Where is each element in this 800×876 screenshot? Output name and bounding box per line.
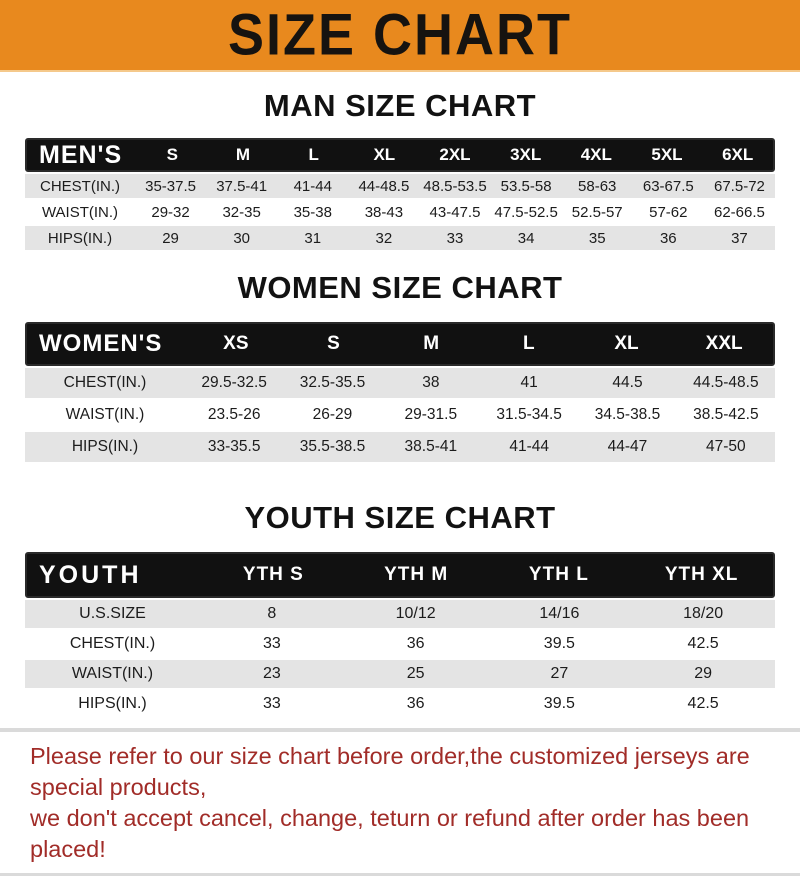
size-value-cell: 48.5-53.5	[423, 177, 487, 195]
size-column-header: S	[327, 333, 340, 354]
row-label: CHEST(IN.)	[40, 177, 120, 195]
size-column-header: S	[166, 145, 178, 164]
size-value-cell: 52.5-57	[571, 203, 623, 221]
size-value-cell: 29-31.5	[404, 406, 458, 423]
size-value-cell: 34	[517, 229, 535, 247]
row-label: CHEST(IN.)	[69, 635, 156, 652]
table-body	[25, 174, 775, 250]
page-title: SIZE CHART	[228, 2, 572, 68]
size-value-cell: 36	[659, 229, 677, 247]
size-value-cell: 58-63	[578, 177, 617, 195]
size-value-cell: 41-44	[509, 438, 549, 455]
size-value-cell: 36	[406, 635, 425, 652]
size-value-cell: 33-35.5	[207, 438, 261, 455]
size-column-header: XS	[223, 333, 249, 354]
size-value-cell: 39.5	[543, 695, 575, 712]
row-label: HIPS(IN.)	[78, 695, 147, 712]
table-corner-label: YOUTH	[39, 560, 142, 589]
size-value-cell: 67.5-72	[714, 177, 765, 195]
table-row	[25, 432, 775, 462]
size-value-cell: 36	[406, 695, 425, 712]
men-size-table	[25, 138, 775, 250]
size-column-header: YTH XL	[664, 564, 739, 585]
size-value-cell: 37	[731, 229, 748, 247]
size-value-cell: 63-67.5	[642, 177, 694, 195]
women-size-table	[25, 322, 775, 462]
size-value-cell: 42.5	[687, 695, 719, 712]
size-value-cell: 44.5-48.5	[693, 374, 759, 391]
size-value-cell: 47.5-52.5	[494, 203, 558, 221]
size-value-cell: 42.5	[687, 635, 719, 652]
size-value-cell: 31	[304, 229, 322, 247]
size-value-cell: 43-47.5	[429, 203, 481, 221]
size-value-cell: 53.5-58	[500, 177, 552, 195]
youth-size-chart-heading: YOUTH SIZE CHART	[244, 500, 556, 535]
size-column-header: 4XL	[580, 145, 612, 164]
size-value-cell: 18/20	[683, 605, 724, 622]
size-value-cell: 29.5-32.5	[201, 374, 267, 391]
size-value-cell: 41	[520, 374, 538, 391]
row-label: HIPS(IN.)	[71, 438, 139, 455]
table-header-bar	[25, 552, 775, 598]
row-label: WAIST(IN.)	[41, 203, 119, 221]
row-label: WAIST(IN.)	[65, 406, 145, 423]
disclaimer-line-1: Please refer to our size chart before order,the customized jerseys are special products,	[30, 743, 750, 801]
man-size-chart-heading: MAN SIZE CHART	[263, 88, 537, 123]
row-label: HIPS(IN.)	[47, 229, 113, 247]
size-column-header: XL	[614, 333, 639, 354]
size-value-cell: 33	[262, 635, 281, 652]
size-value-cell: 32	[375, 229, 393, 247]
table-row	[25, 368, 775, 398]
size-value-cell: 14/16	[539, 605, 580, 622]
size-column-header: M	[235, 145, 251, 164]
size-value-cell: 33	[446, 229, 464, 247]
size-value-cell: 37.5-41	[216, 177, 268, 195]
size-value-cell: 29	[694, 665, 713, 682]
table-row	[25, 400, 775, 430]
row-label: CHEST(IN.)	[63, 374, 147, 391]
women-size-chart-heading: WOMEN SIZE CHART	[237, 270, 563, 305]
size-value-cell: 23.5-26	[207, 406, 261, 423]
disclaimer-line-2: we don't accept cancel, change, teturn or refund after order has been placed!	[30, 805, 750, 863]
size-value-cell: 38.5-41	[404, 438, 458, 455]
size-value-cell: 34.5-38.5	[594, 406, 661, 423]
table-header-bar	[25, 138, 775, 172]
table-header-bar	[25, 322, 775, 366]
table-body	[25, 600, 775, 718]
size-value-cell: 35-38	[293, 203, 332, 221]
size-column-header: 5XL	[651, 145, 683, 164]
table-corner-label: MEN'S	[39, 140, 123, 169]
table-row	[25, 660, 775, 688]
size-column-header: YTH S	[242, 564, 304, 585]
table-corner-label: WOMEN'S	[39, 330, 163, 357]
size-value-cell: 62-66.5	[714, 203, 765, 221]
size-value-cell: 35.5-38.5	[299, 438, 366, 455]
youth-size-table	[25, 552, 775, 718]
size-column-header: YTH M	[384, 564, 449, 585]
table-row	[25, 226, 775, 250]
size-value-cell: 29	[162, 229, 179, 247]
size-value-cell: 31.5-34.5	[496, 406, 562, 423]
size-value-cell: 23	[262, 665, 281, 682]
size-value-cell: 35-37.5	[145, 177, 196, 195]
size-value-cell: 44.5	[612, 374, 643, 391]
size-value-cell: 29-32	[151, 203, 190, 221]
size-value-cell: 8	[267, 605, 277, 622]
size-value-cell: 26-29	[312, 406, 353, 423]
size-value-cell: 32.5-35.5	[299, 374, 366, 391]
size-column-header: XXL	[705, 333, 743, 354]
table-row	[25, 630, 775, 658]
size-value-cell: 47-50	[706, 438, 746, 455]
table-body	[25, 368, 775, 462]
table-row	[25, 174, 775, 198]
size-value-cell: 44-47	[607, 438, 648, 455]
size-value-cell: 39.5	[543, 635, 575, 652]
size-column-header: 6XL	[722, 145, 754, 164]
size-value-cell: 38.5-42.5	[693, 406, 759, 423]
size-value-cell: 25	[406, 665, 425, 682]
row-label: WAIST(IN.)	[71, 665, 154, 682]
table-row	[25, 200, 775, 224]
size-column-header: 2XL	[439, 145, 471, 164]
size-value-cell: 44-48.5	[358, 177, 410, 195]
size-column-header: XL	[373, 145, 396, 164]
size-chart-banner	[0, 0, 800, 72]
size-value-cell: 57-62	[649, 203, 688, 221]
row-label: U.S.SIZE	[79, 605, 146, 622]
order-disclaimer	[0, 728, 800, 876]
size-value-cell: 10/12	[395, 605, 436, 622]
size-value-cell: 41-44	[293, 177, 332, 195]
size-column-header: 3XL	[510, 145, 542, 164]
table-row	[25, 600, 775, 628]
size-value-cell: 33	[262, 695, 281, 712]
table-row	[25, 690, 775, 718]
size-value-cell: 27	[550, 665, 569, 682]
size-value-cell: 38-43	[364, 203, 404, 221]
size-column-header: L	[523, 333, 535, 354]
size-column-header: L	[308, 145, 319, 164]
size-column-header: M	[423, 333, 440, 354]
size-value-cell: 38	[422, 374, 440, 391]
size-value-cell: 30	[233, 229, 250, 247]
size-value-cell: 35	[588, 229, 606, 247]
size-column-header: YTH L	[528, 564, 589, 585]
size-value-cell: 32-35	[222, 203, 261, 221]
